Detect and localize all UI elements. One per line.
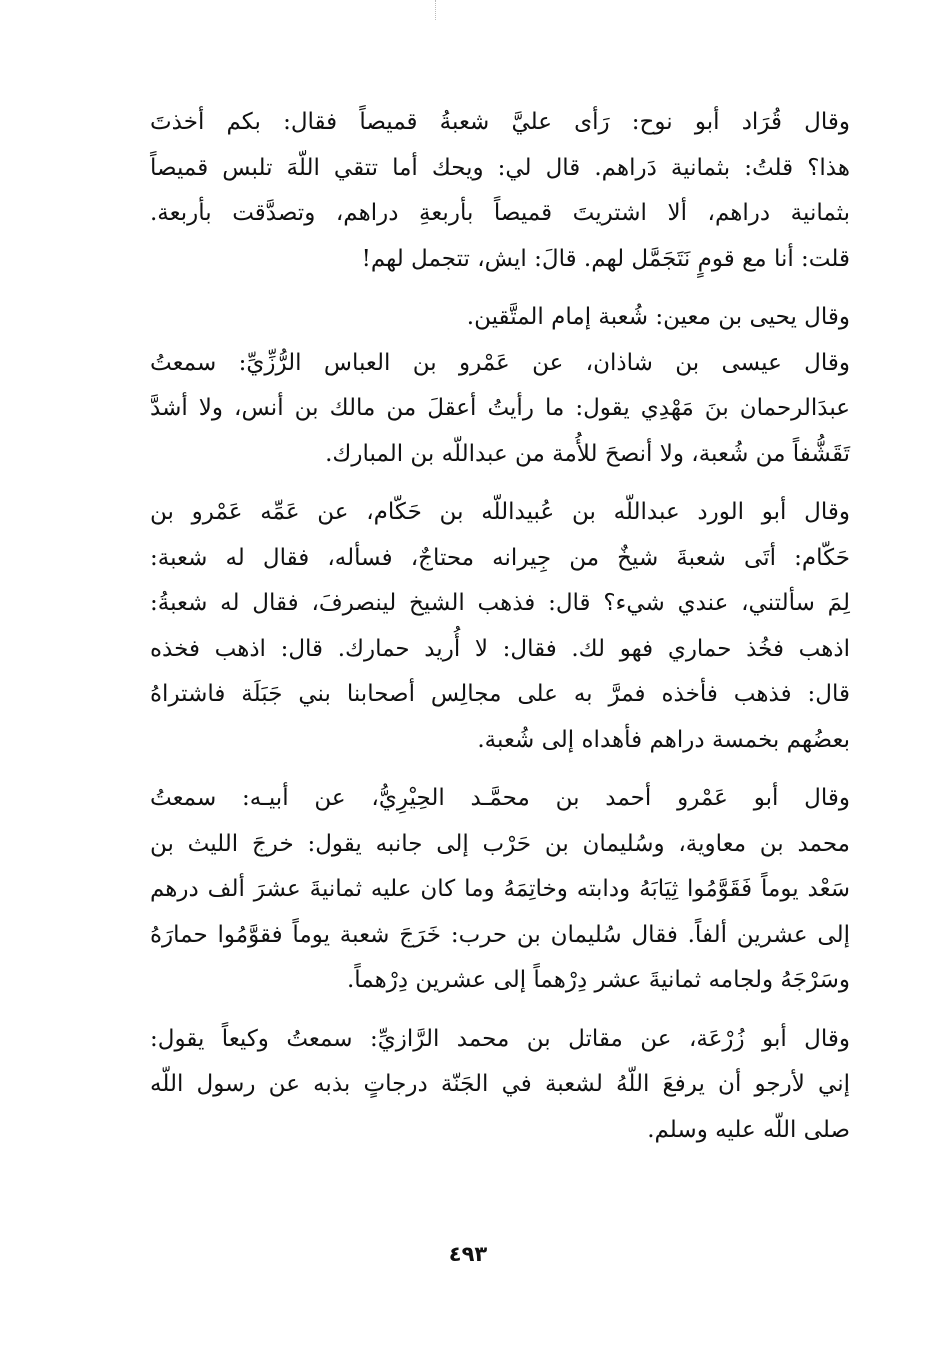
text-line: اذهب فخُذ حماري فهو لك. فقال: لا أُريد حمارك. قال: اذهب فخذه (150, 635, 850, 662)
text-line: وقال أبو زُرْعَة، عن مقاتل بن محمد الرَّازيِّ: سمعتُ وكيعاً يقول: (150, 1025, 850, 1052)
text-line: وقال قُرَاد أبو نوح: رَأى عليَّ شعبةُ قميصاً فقال: بكم أخذتَ (150, 109, 850, 135)
text-line: وقال أبو عَمْرو أحمد بن محمَّـد الحِيْرِيُّ، عن أبيـه: سمعتُ (150, 785, 850, 811)
paragraph-abu-zura (150, 1017, 850, 1154)
text-line: وقال يحيى بن معين: شُعبة إمام المتَّقين. (466, 304, 850, 330)
text-line: تَقَشُّفاً من شُعبة، ولا أنصحَ للأُمة من عبداللّه بن المبارك. (325, 440, 850, 467)
page-number: ٤٩٣ (448, 1242, 488, 1266)
paragraph-yahya (150, 295, 850, 341)
text-line: محمد بن معاوية، وسُليمان بن حَرْب إلى جانبه يقول: خرجَ الليث بن (150, 830, 850, 857)
text-line: إلى عشرين ألفاً. فقال سُليمان بن حرب: خَرَجَ شعبة يوماً فقوَّمُوا حمارَهُ (150, 921, 850, 948)
text-line: وقال أبو الورد عبداللّه بن عُبيداللّه بن حَكّام، عن عَمِّه عَمْرو بن (150, 499, 850, 525)
text-line: سَعْد يوماً فَقَوَّمُوا ثِيَابَهُ ودابته وخاتِمَهُ وما كان عليه ثمانيةَ عشرَ ألف درهم (150, 876, 850, 902)
text-line: لِمَ سألتني، عندي شيء؟ قال: فذهب الشيخ لينصرفَ، فقال له شعبةُ: (150, 590, 850, 616)
text-line: قلت: أنا مع قومٍ نَتَجَمَّل لهم. قالَ: ايش، تتجمل لهم! (361, 245, 850, 272)
paragraph-isa (150, 341, 850, 478)
text-line: إني لأرجو أن يرفعَ اللّهُ لشعبة في الجَنّة درجاتٍ بذبه عن رسول اللّه (150, 1071, 850, 1097)
text-line: وسَرْجَهُ ولجامه ثمانيةَ عشر دِرْهماً إلى عشرين دِرْهماً. (346, 967, 850, 993)
scan-edge-mark (435, 0, 437, 20)
text-line: عبدَالرحمان بنَ مَهْدِي يقول: ما رأيتُ أعقلَ من مالك بن أنس، ولا أشدَّ (150, 395, 850, 421)
text-line: هذا؟ قلتُ: بثمانية دَراهم. قال لي: ويحك أما تتقي اللّهَ تلبس قميصاً (150, 154, 850, 181)
text-line: بثمانية دراهم، ألا اشتريتَ قميصاً بأربعةِ دراهم، وتصدَّقت بأربعة. (150, 200, 850, 226)
text-line: صلى اللّه عليه وسلم. (647, 1116, 850, 1143)
paragraph-qurad (150, 100, 850, 282)
text-line: حَكّام: أتَى شعبةَ شيخٌ من جِيرانه محتاجٌ، فسأله، فقال له شعبة: (150, 544, 850, 571)
text-line: وقال عيسى بن شاذان، عن عَمْرو بن العباس الرُّزِّيِّ: سمعتُ (150, 349, 850, 376)
page-body-text (150, 100, 850, 1153)
paragraph-abu-al-ward (150, 490, 850, 763)
text-line: قال: فذهب فأخذه فمرَّ به على مجالِس أصحابنا بني جَبَلَة فاشتراهُ (150, 681, 850, 707)
text-line: بعضُهم بخمسة دراهم فأهداه إلى شُعبة. (477, 726, 850, 753)
paragraph-abu-amr (150, 776, 850, 1004)
